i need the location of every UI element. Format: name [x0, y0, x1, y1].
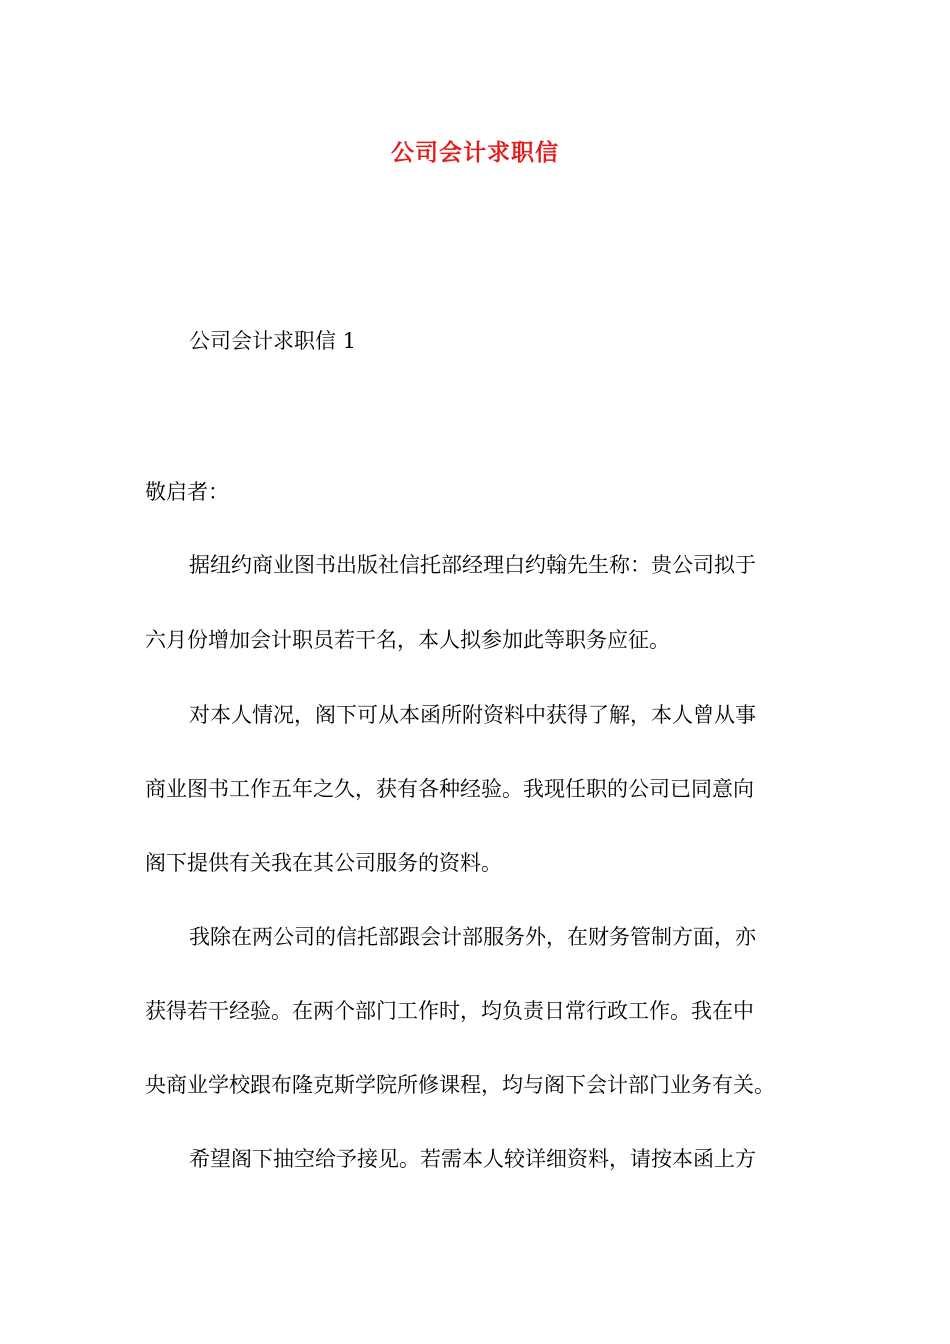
body-line-4: 商业图书工作五年之久，获有各种经验。我现任职的公司已同意向 [145, 777, 754, 801]
section-heading: 公司会计求职信 1 [189, 329, 357, 353]
salutation: 敬启者： [145, 480, 229, 504]
body-line-5: 阁下提供有关我在其公司服务的资料。 [145, 851, 502, 875]
body-line-1: 据纽约商业图书出版社信托部经理白约翰先生称：贵公司拟于 [189, 553, 756, 577]
body-line-7: 获得若干经验。在两个部门工作时，均负责日常行政工作。我在中 [145, 999, 754, 1023]
body-line-6: 我除在两公司的信托部跟会计部服务外，在财务管制方面，亦 [189, 925, 756, 949]
body-line-9: 希望阁下抽空给予接见。若需本人较详细资料，请按本函上方 [189, 1147, 756, 1171]
body-line-8: 央商业学校跟布隆克斯学院所修课程，均与阁下会计部门业务有关。 [145, 1073, 775, 1097]
document-title: 公司会计求职信 [391, 139, 559, 166]
body-line-2: 六月份增加会计职员若干名，本人拟参加此等职务应征。 [145, 628, 670, 652]
body-line-3: 对本人情况，阁下可从本函所附资料中获得了解，本人曾从事 [189, 703, 756, 727]
